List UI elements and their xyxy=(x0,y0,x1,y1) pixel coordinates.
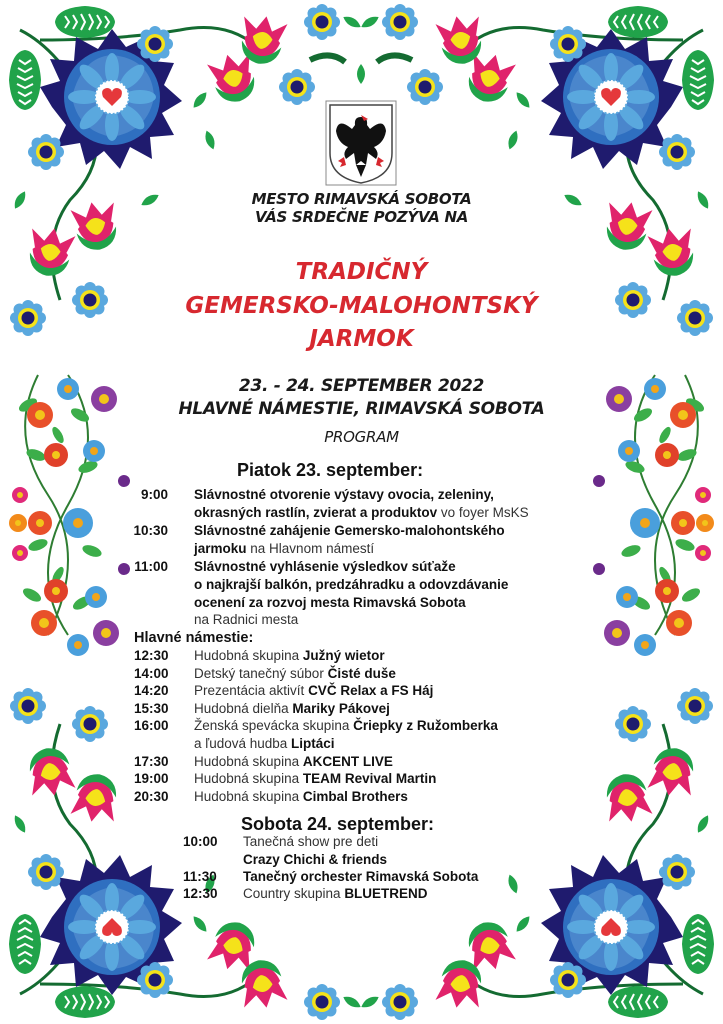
item-time: 11:00 xyxy=(134,559,168,574)
item-text: o najkrajší balkón, predzáhradku a odovzdávanie xyxy=(194,577,509,592)
schedule-row-text xyxy=(194,666,396,682)
schedule-row-text xyxy=(194,648,385,664)
schedule-row-text xyxy=(194,736,335,752)
schedule-row xyxy=(134,701,169,717)
section-hlavne-namestie: Hlavné námestie: xyxy=(134,630,254,646)
item-text: Hudobná skupina xyxy=(194,789,303,804)
item-time: 10:30 xyxy=(133,523,168,538)
item-time: 14:20 xyxy=(134,683,169,698)
item-performer: Južný wietor xyxy=(302,648,385,663)
schedule-row-text xyxy=(194,789,408,805)
item-performer: Cimbal Brothers xyxy=(302,789,408,804)
program-label: PROGRAM xyxy=(324,428,399,446)
item-performer: BLUETREND xyxy=(344,886,428,901)
schedule-row xyxy=(183,886,218,902)
corner-ornament-top-left xyxy=(9,6,288,336)
item-performer: Tanečný orchester Rimavská Sobota xyxy=(243,869,479,884)
title-line-2: GEMERSKO-MALOHONTSKÝ xyxy=(185,293,538,319)
schedule-row xyxy=(134,648,172,664)
schedule-row xyxy=(134,771,169,787)
item-text: Ženská spevácka skupina xyxy=(194,718,354,733)
item-performer: CVČ Relax a FS Háj xyxy=(308,683,434,698)
item-text: Hudobná skupina xyxy=(194,754,303,769)
item-performer: Čisté duše xyxy=(327,666,396,681)
item-performer: Liptáci xyxy=(291,736,335,751)
item-time: 10:00 xyxy=(183,834,218,849)
schedule-row-text xyxy=(194,718,498,734)
item-time: 12:30 xyxy=(183,886,218,901)
schedule-row xyxy=(134,666,169,682)
item-performer: Mariky Pákovej xyxy=(292,701,390,716)
schedule-row-text xyxy=(194,683,433,699)
item-time: 11:30 xyxy=(183,869,217,884)
title-line-1: TRADIČNÝ xyxy=(295,259,428,285)
eagle-coat-of-arms-icon xyxy=(326,101,396,185)
corner-ornament-bottom-right xyxy=(435,688,714,1018)
item-time: 9:00 xyxy=(140,487,168,502)
item-performer: AKCENT LIVE xyxy=(302,754,393,769)
schedule-row-text xyxy=(194,701,390,717)
event-dates: 23. - 24. SEPTEMBER 2022 xyxy=(238,376,485,396)
schedule-row xyxy=(134,718,169,734)
item-location: na Hlavnom námestí xyxy=(246,541,375,556)
top-center-ornament xyxy=(279,4,443,105)
schedule-row-text xyxy=(243,869,478,885)
item-text: Country skupina xyxy=(243,886,345,901)
title-line-3: JARMOK xyxy=(309,326,414,352)
schedule-row-text xyxy=(243,886,428,902)
item-location: vo foyer MsKS xyxy=(437,505,529,520)
item-time: 17:30 xyxy=(134,754,169,769)
schedule-row xyxy=(134,754,169,770)
corner-ornament-top-right xyxy=(435,6,714,336)
item-time: 20:30 xyxy=(134,789,169,804)
item-time: 19:00 xyxy=(134,771,169,786)
schedule-row-text xyxy=(243,852,387,868)
item-location: na Radnici mesta xyxy=(194,612,299,627)
bottom-center-ornament xyxy=(304,984,418,1020)
item-text: a ľudová hudba xyxy=(194,736,292,751)
item-text: jarmoku xyxy=(194,541,247,556)
item-performer: Čriepky z Ružomberka xyxy=(353,718,498,733)
schedule-row xyxy=(134,789,169,805)
schedule-row xyxy=(134,683,169,699)
item-text: Prezentácia aktivít xyxy=(194,683,309,698)
item-text: Slávnostné zahájenie Gemersko-malohontského xyxy=(194,523,505,538)
item-text: ocenení za rozvoj mesta Rimavská Sobota xyxy=(194,595,466,610)
item-text: Slávnostné vyhlásenie výsledkov súťaže xyxy=(194,559,456,574)
invite-line-2: VÁS SRDEČNE POZÝVA NA xyxy=(254,208,469,226)
item-performer: TEAM Revival Martin xyxy=(302,771,437,786)
schedule-row-text xyxy=(194,771,436,787)
item-time: 16:00 xyxy=(134,718,169,733)
item-text: Hudobná dielňa xyxy=(194,701,293,716)
item-text: Slávnostné otvorenie výstavy ovocia, zeleniny, xyxy=(194,487,494,502)
item-time: 15:30 xyxy=(134,701,169,716)
item-text: Hudobná skupina xyxy=(194,648,303,663)
event-place: HLAVNÉ NÁMESTIE, RIMAVSKÁ SOBOTA xyxy=(178,399,545,419)
item-text: okrasných rastlín, zvierat a produktov xyxy=(194,505,438,520)
friday-heading: Piatok 23. september: xyxy=(237,460,424,480)
item-time: 12:30 xyxy=(134,648,169,663)
item-text: Hudobná skupina xyxy=(194,771,303,786)
item-text: Detský tanečný súbor xyxy=(194,666,328,681)
invite-line-1: MESTO RIMAVSKÁ SOBOTA xyxy=(251,190,472,208)
item-performer: Crazy Chichi & friends xyxy=(243,852,388,867)
schedule-row xyxy=(183,834,218,850)
item-text: Tanečná show pre deti xyxy=(243,834,379,849)
schedule-row-text xyxy=(194,754,393,770)
schedule-row xyxy=(183,869,217,885)
item-time: 14:00 xyxy=(134,666,169,681)
schedule-row-text xyxy=(243,834,378,850)
saturday-heading: Sobota 24. september: xyxy=(241,814,435,834)
